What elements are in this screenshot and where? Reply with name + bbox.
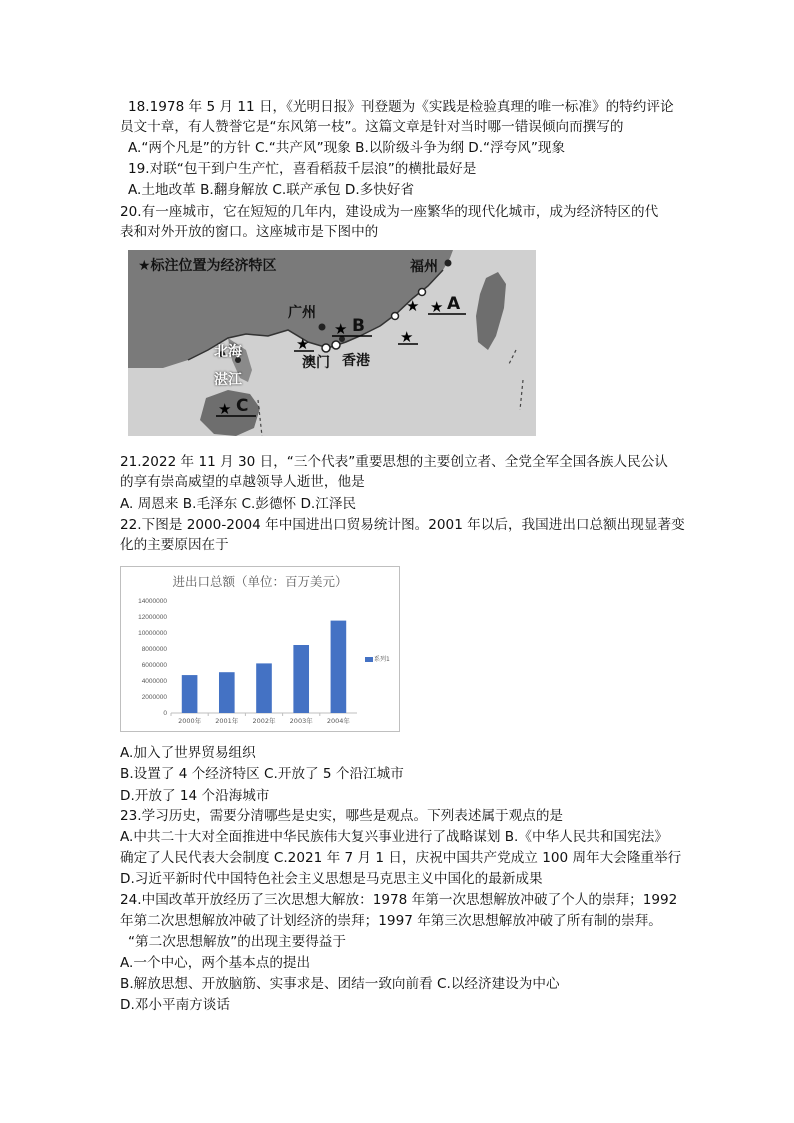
x-tick-label: 2002年 xyxy=(252,717,276,725)
y-tick-label: 8000000 xyxy=(141,646,167,653)
bar xyxy=(219,672,235,713)
guangzhou-dot xyxy=(319,324,326,331)
y-tick-label: 2000000 xyxy=(141,694,167,701)
q22-option-d: D.开放了 14 个沿海城市 xyxy=(120,788,270,804)
shantou-circle xyxy=(392,313,399,320)
q22-line2: 化的主要原因在于 xyxy=(120,537,229,553)
star-c-icon: ★ xyxy=(218,400,232,418)
map-graphic xyxy=(128,250,536,436)
chart-title: 进出口总额（单位：百万美元） xyxy=(172,574,348,589)
q19-options: A.土地改革 B.翻身解放 C.联产承包 D.多快好省 xyxy=(128,182,415,198)
star-zhuhai-icon: ★ xyxy=(296,335,310,353)
special-economic-zones-map xyxy=(128,250,536,436)
x-tick-label: 2004年 xyxy=(326,717,350,725)
q24-option-bc: B.解放思想、开放脑筋、实事求是、团结一致向前看 C.以经济建设为中心 xyxy=(120,976,560,992)
legend-label: 系列1 xyxy=(374,656,390,663)
y-tick-label: 6000000 xyxy=(141,662,167,669)
y-tick-label: 4000000 xyxy=(141,678,167,685)
q18-options: A.“两个凡是”的方针 C.“共产风”现象 B.以阶级斗争为纲 D.“浮夸风”现象 xyxy=(128,140,566,156)
q24-option-d: D.邓小平南方谈话 xyxy=(120,997,230,1013)
q22-option-bc: B.设置了 4 个经济特区 C.开放了 5 个沿江城市 xyxy=(120,766,404,782)
x-tick-label: 2000年 xyxy=(178,717,202,725)
q24-option-a: A.一个中心，两个基本点的提出 xyxy=(120,955,311,971)
map-label-fuzhou: 福州 xyxy=(410,259,438,275)
star-unlabeled-icon: ★ xyxy=(400,328,414,346)
map-label-beihai: 北海 xyxy=(214,344,242,360)
q24-line3: “第二次思想解放”的出现主要得益于 xyxy=(128,934,346,950)
xiamen-circle xyxy=(419,289,426,296)
q24-line2: 年第二次思想解放冲破了计划经济的崇拜；1997 年第三次思想解放冲破了所有制的崇拜。 xyxy=(120,913,662,929)
chart-plot xyxy=(121,567,399,731)
q23-line4: D.习近平新时代中国特色社会主义思想是马克思主义中国化的最新成果 xyxy=(120,871,543,887)
q20-line1: 20.有一座城市，它在短短的几年内，建设成为一座繁华的现代化城市，成为经济特区的代 xyxy=(120,204,659,220)
map-label-zhanjiang: 湛江 xyxy=(214,372,242,388)
q24-line1: 24.中国改革开放经历了三次思想大解放：1978 年第一次思想解放冲破了个人的崇拜；1992 xyxy=(120,892,678,908)
q21-line2: 的享有崇高威望的卓越领导人逝世，他是 xyxy=(120,474,365,490)
y-tick-label: 12000000 xyxy=(138,614,167,621)
map-label-hongkong: 香港 xyxy=(342,353,370,369)
map-label-guangzhou: 广州 xyxy=(288,305,316,321)
bar xyxy=(293,645,309,713)
q21-options: A. 周恩来 B.毛泽东 C.彭德怀 D.江泽民 xyxy=(120,496,357,512)
q22-line1: 22.下图是 2000-2004 年中国进出口贸易统计图。2001 年以后，我国进出口总额出现显著变 xyxy=(120,517,685,533)
x-tick-label: 2001年 xyxy=(215,717,239,725)
map-marker-b: B xyxy=(352,316,365,336)
map-legend: ★标注位置为经济特区 xyxy=(138,258,277,274)
legend-swatch xyxy=(365,657,373,662)
map-marker-a: A xyxy=(447,294,461,314)
q21-line1: 21.2022 年 11 月 30 日，“三个代表”重要思想的主要创立者、全党全军全国各族人民公认 xyxy=(120,454,668,470)
q22-option-a: A.加入了世界贸易组织 xyxy=(120,745,256,761)
q23-line3: 确定了人民代表大会制度 C.2021 年 7 月 1 日，庆祝中国共产党成立 100 周年大会隆重举行 xyxy=(120,850,682,866)
q20-line2: 表和对外开放的窗口。这座城市是下图中的 xyxy=(120,224,379,240)
q18-line1: 18.1978 年 5 月 11 日，《光明日报》刊登题为《实践是检验真理的唯一标准》的特约评论 xyxy=(128,99,674,115)
y-tick-label: 0 xyxy=(163,710,167,717)
star-a-icon: ★ xyxy=(430,298,444,316)
y-tick-label: 14000000 xyxy=(138,598,167,605)
trade-chart xyxy=(120,566,400,732)
bar xyxy=(331,621,347,713)
q18-line2: 员文十章，有人赞誉它是“东风第一枝”。这篇文章是针对当时哪一错误倾向而撰写的 xyxy=(120,119,624,135)
map-label-macau: 澳门 xyxy=(302,355,330,371)
q23-line2: A.中共二十大对全面推进中华民族伟大复兴事业进行了战略谋划 B.《中华人民共和国宪法》 xyxy=(120,829,668,845)
q19-line1: 19.对联“包干到户生产忙，喜看稻菽千层浪”的横批最好是 xyxy=(128,161,477,177)
zhuhai-circle xyxy=(322,344,330,352)
shenzhen-circle xyxy=(332,341,340,349)
x-tick-label: 2003年 xyxy=(289,717,313,725)
q23-line1: 23.学习历史，需要分清哪些是史实，哪些是观点。下列表述属于观点的是 xyxy=(120,808,564,824)
y-tick-label: 10000000 xyxy=(138,630,167,637)
map-marker-c: C xyxy=(236,396,249,416)
bar xyxy=(182,675,198,713)
star-shantou-icon: ★ xyxy=(406,297,420,315)
fuzhou-dot xyxy=(445,260,452,267)
bar xyxy=(256,663,272,713)
star-b-icon: ★ xyxy=(334,320,348,338)
